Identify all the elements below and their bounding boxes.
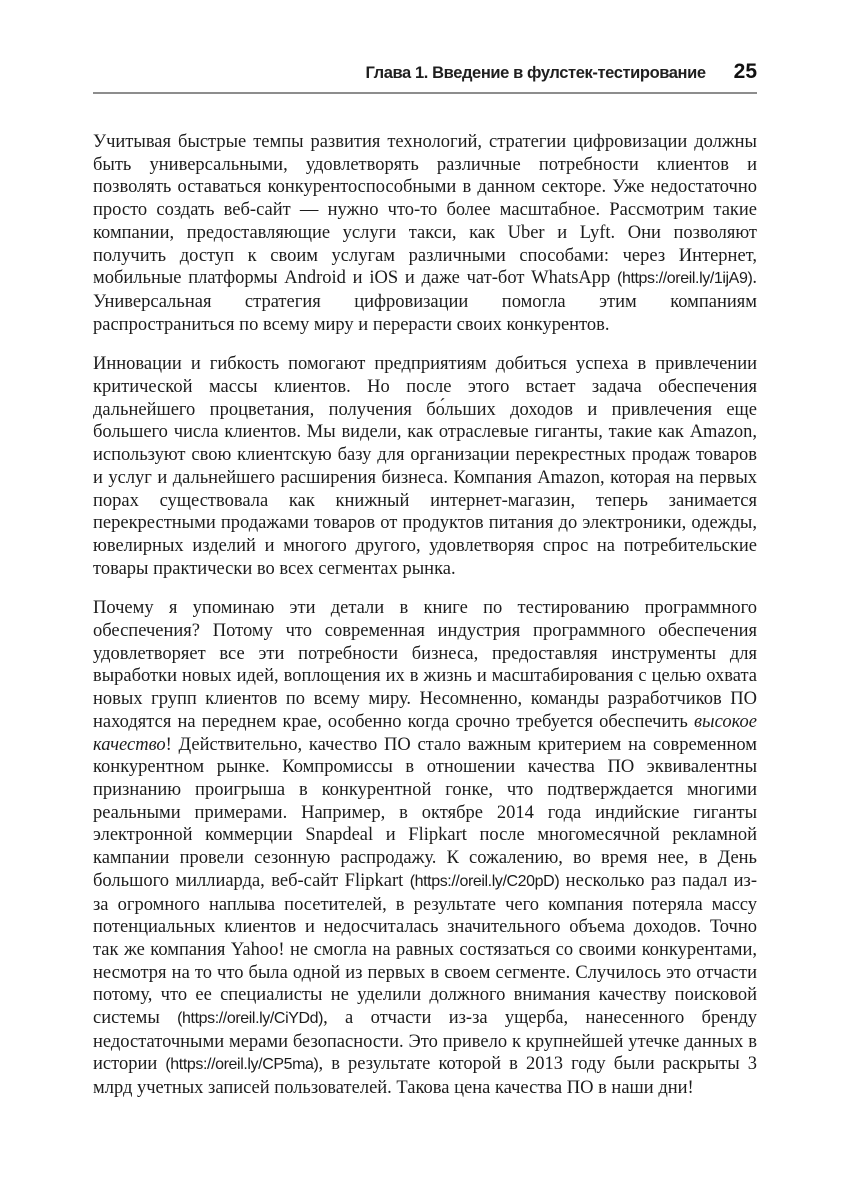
- printed-url: (https://oreil.ly/CP5ma): [165, 1056, 319, 1074]
- header-rule-divider: [93, 92, 757, 94]
- text-segment: высокое качество: [93, 711, 757, 755]
- printed-url: (https://oreil.ly/1ijA9): [617, 270, 753, 288]
- text-segment: ! Действительно, качество ПО стало важным критерием на современном конкурентном рынке. Компромиссы в отношении качества ПО эквивалентны признанию проигрыша в конкурентной гонке, что подтверждается многими реальными примерами. Например, в октябре 2014 года индийские гиганты электронной коммерции Snapdeal и Flipkart после многомесячной рекламной кампании провели сезонную распродажу. К сожалению, во время нее, в День большого миллиарда, веб-сайт Flipkart: [93, 734, 757, 891]
- text-segment: , в результате которой в 2013 году были раскрыты 3 млрд учетных записей пользователей. Такова цена качества ПО в наши дни!: [93, 1054, 757, 1099]
- page-number: 25: [733, 60, 757, 83]
- text-segment: Учитывая быстрые темпы развития технологий, стратегии цифровизации должны быть универсальными, удовлетворять различные потребности клиентов и позволять оставаться конкурентоспособными в данном секторе. Уже недостаточно просто создать веб-сайт — нужно что-то более масштабное. Рассмотрим такие компании, предоставляющие услуги такси, как Uber и Lyft. Они позволяют получить доступ к своим услугам различными способами: через Интернет, мобильные платформы Android и iOS и даже чат-бот WhatsApp: [93, 132, 757, 289]
- paragraph: [93, 131, 757, 336]
- text-segment: Почему я упоминаю эти детали в книге по тестированию программного обеспечения? Потому что современная индустрия программного обеспечения удовлетворяет все эти потребности бизнеса, предоставляя инструменты для выработки новых идей, воплощения их в жизнь и масштабирования с целью охвата новых групп клиентов по всему миру. Несомненно, команды разработчиков ПО находятся на переднем крае, особенно когда срочно требуется обеспечить: [93, 598, 757, 732]
- paragraph: [93, 353, 757, 580]
- page-body: [93, 131, 757, 1100]
- text-segment: Инновации и гибкость помогают предприятиям добиться успеха в привлечении критической массы клиентов. Но после этого встает задача обеспечения дальнейшего процветания, получения бо́льших доходов и привлечения еще большего числа клиентов. Мы видели, как отраслевые гиганты, такие как Amazon, используют свою клиентскую базу для организации перекрестных продаж товаров и услуг и дальнейшего расширения бизнеса. Компания Amazon, которая на первых порах существовала как книжный интернет-магазин, теперь занимается перекрестными продажами товаров от продуктов питания до электроники, одежды, ювелирных изделий и многого другого, удовлетворяя спрос на потребительские товары практически во всех сегментах рынка.: [93, 354, 757, 579]
- paragraph: [93, 597, 757, 1099]
- text-segment: несколько раз падал из-за огромного наплыва посетителей, в результате чего компания потеряла массу потенциальных клиентов и недосчиталась значительного объема доходов. Точно так же компания Yahoo! не смогла на равных состязаться со своими конкурентами, несмотря на то что была одной из первых в своем сегменте. Случилось это отчасти потому, что ее специалисты не уделили должного внимания качеству поисковой системы: [93, 870, 757, 1029]
- running-head-chapter-title: Глава 1. Введение в фулстек-тестирование: [365, 64, 706, 82]
- printed-url: (https://oreil.ly/C20pD): [409, 872, 560, 890]
- text-segment: , а отчасти из-за ущерба, нанесенного бренду недостаточными мерами безопасности. Это привело к крупнейшей утечке данных в истории: [93, 1008, 757, 1075]
- printed-url: (https://oreil.ly/CiYDd): [177, 1010, 324, 1028]
- page-header: [93, 60, 757, 84]
- text-segment: . Универсальная стратегия цифровизации помогла этим компаниям распространиться по всему миру и перерасти своих конкурентов.: [93, 268, 757, 335]
